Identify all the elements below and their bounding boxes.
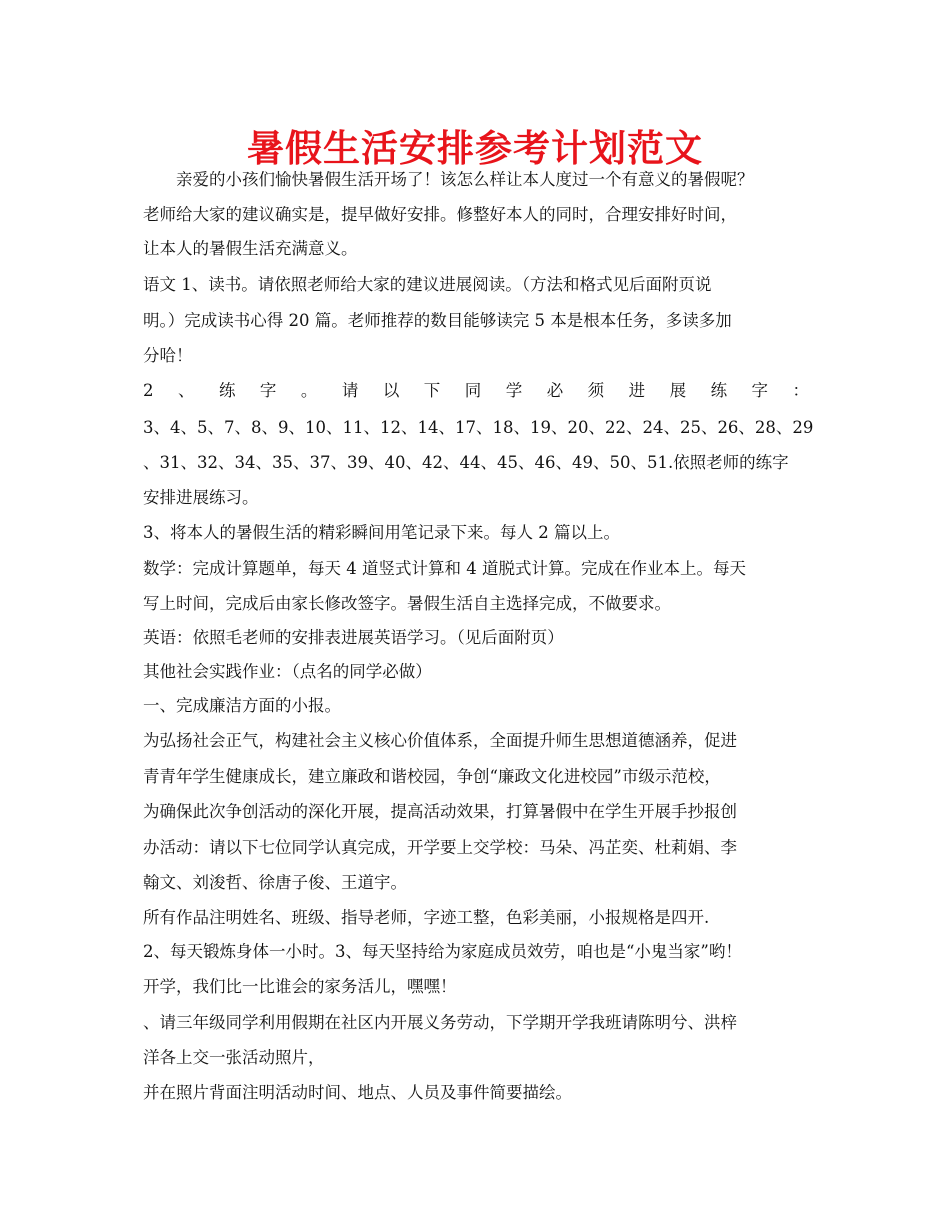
paragraph-line: 3、将本人的暑假生活的精彩瞬间用笔记录下来。每人 2 篇以上。 bbox=[143, 523, 620, 542]
paragraph-line: 亲爱的小孩们愉快暑假生活开场了！该怎么样让本人度过一个有意义的暑假呢？ bbox=[176, 170, 754, 189]
spaced-char: 必 bbox=[546, 381, 564, 400]
paragraph-line: 让本人的暑假生活充满意义。 bbox=[143, 239, 358, 258]
paragraph-line: 为确保此次争创活动的深化开展，提高活动效果，打算暑假中在学生开展手抄报创 bbox=[143, 802, 737, 821]
spaced-char: 请 bbox=[341, 381, 359, 400]
spaced-char: 以 bbox=[382, 381, 400, 400]
paragraph-line: 并在照片背面注明活动时间、地点、人员及事件简要描绘。 bbox=[143, 1083, 572, 1102]
paragraph-line: 开学，我们比一比谁会的家务活儿，嘿嘿！ bbox=[143, 977, 457, 996]
paragraph-line: 其他社会实践作业：（点名的同学必做） bbox=[143, 662, 432, 681]
spaced-char: 练 bbox=[710, 381, 728, 400]
paragraph-line: 安排进展练习。 bbox=[143, 488, 259, 507]
spaced-char: 字 bbox=[259, 381, 277, 400]
spaced-char: 。 bbox=[300, 381, 318, 400]
paragraph-line: 3、4、5、7、8、9、10、11、12、14、17、18、19、20、22、24、25、26、28、29 bbox=[143, 418, 814, 437]
paragraph-line: 洋各上交一张活动照片， bbox=[143, 1048, 325, 1067]
spaced-char: 须 bbox=[587, 381, 605, 400]
spaced-char: 练 bbox=[218, 381, 236, 400]
paragraph-line: 语文 1、读书。请依照老师给大家的建议进展阅读。（方法和格式见后面附页说 bbox=[143, 275, 712, 294]
spaced-char: 进 bbox=[628, 381, 646, 400]
spaced-char: 2 bbox=[143, 381, 154, 400]
paragraph-line: 青青年学生健康成长，建立廉政和谐校园，争创“廉政文化进校园”市级示范校， bbox=[143, 767, 721, 786]
spaced-char: 展 bbox=[669, 381, 687, 400]
spaced-char: 、 bbox=[177, 381, 195, 400]
paragraph-line: 为弘扬社会正气，构建社会主义核心价值体系，全面提升师生思想道德涵养，促进 bbox=[143, 731, 737, 750]
spaced-char: ： bbox=[792, 381, 809, 400]
paragraph-line: 一、完成廉洁方面的小报。 bbox=[143, 696, 341, 715]
spaced-char: 同 bbox=[464, 381, 482, 400]
paragraph-line: 、31、32、34、35、37、39、40、42、44、45、46、49、50、51.依照老师的练字 bbox=[143, 453, 789, 472]
paragraph-line: 翰文、刘浚哲、徐唐子俊、王道宇。 bbox=[143, 873, 407, 892]
paragraph-line: 所有作品注明姓名、班级、指导老师，字迹工整，色彩美丽，小报规格是四开. bbox=[143, 908, 710, 927]
paragraph-line: 写上时间，完成后由家长修改签字。暑假生活自主选择完成，不做要求。 bbox=[143, 594, 671, 613]
paragraph-line: 老师给大家的建议确实是，提早做好安排。修整好本人的同时，合理安排好时间， bbox=[143, 205, 737, 224]
paragraph-line: 分哈！ bbox=[143, 346, 193, 365]
paragraph-line: 英语：依照毛老师的安排表进展英语学习。（见后面附页） bbox=[143, 628, 564, 647]
spaced-char: 下 bbox=[423, 381, 441, 400]
paragraph-line: 数学：完成计算题单，每天 4 道竖式计算和 4 道脱式计算。完成在作业本上。每天 bbox=[143, 559, 746, 578]
spaced-char: 字 bbox=[751, 381, 769, 400]
document-title: 暑假生活安排参考计划范文 bbox=[247, 127, 703, 170]
spaced-line bbox=[143, 381, 809, 401]
paragraph-line: 办活动：请以下七位同学认真完成，开学要上交学校：马朵、冯芷奕、杜莉娟、李 bbox=[143, 838, 737, 857]
paragraph-line: 、请三年级同学利用假期在社区内开展义务劳动，下学期开学我班请陈明兮、洪梓 bbox=[143, 1013, 737, 1032]
paragraph-line: 明。）完成读书心得 20 篇。老师推荐的数目能够读完 5 本是根本任务，多读多加 bbox=[143, 311, 732, 330]
paragraph-line: 2、每天锻炼身体一小时。3、每天坚持给为家庭成员效劳，咱也是“小鬼当家”哟！ bbox=[143, 942, 742, 961]
spaced-char: 学 bbox=[505, 381, 523, 400]
